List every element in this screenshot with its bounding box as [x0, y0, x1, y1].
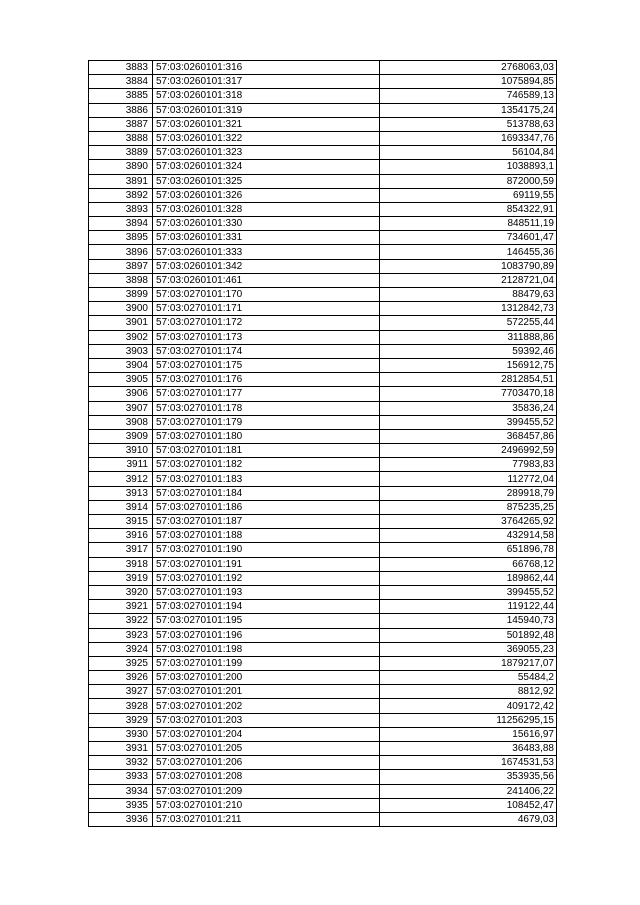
table-body — [89, 61, 557, 827]
table-row — [89, 316, 557, 330]
row-number: 3921 — [89, 600, 153, 614]
row-number: 3913 — [89, 486, 153, 500]
row-number: 3919 — [89, 571, 153, 585]
table-row — [89, 671, 557, 685]
cadastral-number: 57:03:0270101:202 — [153, 699, 380, 713]
cadastral-number: 57:03:0260101:318 — [153, 89, 380, 103]
row-number: 3889 — [89, 146, 153, 160]
cadastral-value: 2812854,51 — [380, 373, 557, 387]
cadastral-value: 55484,2 — [380, 671, 557, 685]
table-row — [89, 231, 557, 245]
cadastral-value: 875235,25 — [380, 500, 557, 514]
cadastral-number: 57:03:0270101:205 — [153, 742, 380, 756]
cadastral-value: 112772,04 — [380, 472, 557, 486]
cadastral-value: 311888,86 — [380, 330, 557, 344]
cadastral-value: 35836,24 — [380, 401, 557, 415]
cadastral-value: 59392,46 — [380, 344, 557, 358]
cadastral-value: 432914,58 — [380, 529, 557, 543]
row-number: 3904 — [89, 358, 153, 372]
cadastral-number: 57:03:0270101:208 — [153, 770, 380, 784]
row-number: 3900 — [89, 302, 153, 316]
cadastral-value: 146455,36 — [380, 245, 557, 259]
table-row — [89, 89, 557, 103]
table-row — [89, 472, 557, 486]
cadastral-number: 57:03:0270101:174 — [153, 344, 380, 358]
row-number: 3936 — [89, 812, 153, 826]
table-row — [89, 358, 557, 372]
row-number: 3925 — [89, 656, 153, 670]
table-row — [89, 387, 557, 401]
row-number: 3885 — [89, 89, 153, 103]
cadastral-value: 289918,79 — [380, 486, 557, 500]
table-row — [89, 742, 557, 756]
row-number: 3902 — [89, 330, 153, 344]
row-number: 3908 — [89, 415, 153, 429]
cadastral-value: 513788,63 — [380, 117, 557, 131]
row-number: 3932 — [89, 756, 153, 770]
table-row — [89, 515, 557, 529]
cadastral-value: 409172,42 — [380, 699, 557, 713]
table-row — [89, 344, 557, 358]
row-number: 3907 — [89, 401, 153, 415]
cadastral-number: 57:03:0270101:206 — [153, 756, 380, 770]
cadastral-value: 69119,55 — [380, 188, 557, 202]
row-number: 3896 — [89, 245, 153, 259]
cadastral-value: 1693347,76 — [380, 131, 557, 145]
cadastral-number: 57:03:0270101:192 — [153, 571, 380, 585]
table-row — [89, 401, 557, 415]
table-row — [89, 273, 557, 287]
cadastral-number: 57:03:0260101:324 — [153, 160, 380, 174]
cadastral-number: 57:03:0260101:328 — [153, 202, 380, 216]
row-number: 3923 — [89, 628, 153, 642]
table-row — [89, 75, 557, 89]
cadastral-value: 156912,75 — [380, 358, 557, 372]
cadastral-number: 57:03:0270101:170 — [153, 288, 380, 302]
table-row — [89, 202, 557, 216]
table-row — [89, 642, 557, 656]
table-row — [89, 160, 557, 174]
row-number: 3909 — [89, 429, 153, 443]
table-row — [89, 373, 557, 387]
cadastral-number: 57:03:0260101:321 — [153, 117, 380, 131]
row-number: 3887 — [89, 117, 153, 131]
row-number: 3886 — [89, 103, 153, 117]
table-row — [89, 713, 557, 727]
row-number: 3899 — [89, 288, 153, 302]
cadastral-number: 57:03:0270101:209 — [153, 784, 380, 798]
table-row — [89, 585, 557, 599]
row-number: 3929 — [89, 713, 153, 727]
cadastral-value: 848511,19 — [380, 217, 557, 231]
cadastral-number: 57:03:0260101:342 — [153, 259, 380, 273]
cadastral-value: 189862,44 — [380, 571, 557, 585]
table-row — [89, 486, 557, 500]
table-row — [89, 188, 557, 202]
cadastral-number: 57:03:0270101:201 — [153, 685, 380, 699]
row-number: 3920 — [89, 585, 153, 599]
cadastral-value: 145940,73 — [380, 614, 557, 628]
cadastral-number: 57:03:0260101:316 — [153, 61, 380, 75]
cadastral-value: 7703470,18 — [380, 387, 557, 401]
cadastral-value: 56104,84 — [380, 146, 557, 160]
cadastral-number: 57:03:0270101:184 — [153, 486, 380, 500]
cadastral-number: 57:03:0270101:195 — [153, 614, 380, 628]
row-number: 3924 — [89, 642, 153, 656]
cadastral-number: 57:03:0270101:198 — [153, 642, 380, 656]
cadastral-value: 2768063,03 — [380, 61, 557, 75]
cadastral-value: 501892,48 — [380, 628, 557, 642]
table-row — [89, 770, 557, 784]
row-number: 3931 — [89, 742, 153, 756]
table-row — [89, 543, 557, 557]
table-row — [89, 784, 557, 798]
cadastral-value: 8812,92 — [380, 685, 557, 699]
cadastral-number: 57:03:0260101:322 — [153, 131, 380, 145]
cadastral-value: 399455,52 — [380, 585, 557, 599]
cadastral-number: 57:03:0270101:179 — [153, 415, 380, 429]
cadastral-value: 4679,03 — [380, 812, 557, 826]
row-number: 3911 — [89, 458, 153, 472]
table-row — [89, 798, 557, 812]
row-number: 3914 — [89, 500, 153, 514]
row-number: 3916 — [89, 529, 153, 543]
cadastral-value: 1038893,1 — [380, 160, 557, 174]
row-number: 3901 — [89, 316, 153, 330]
cadastral-number: 57:03:0260101:331 — [153, 231, 380, 245]
row-number: 3888 — [89, 131, 153, 145]
row-number: 3884 — [89, 75, 153, 89]
row-number: 3906 — [89, 387, 153, 401]
table-row — [89, 131, 557, 145]
cadastral-number: 57:03:0270101:180 — [153, 429, 380, 443]
table-row — [89, 174, 557, 188]
cadastral-value: 241406,22 — [380, 784, 557, 798]
table-row — [89, 330, 557, 344]
cadastral-number: 57:03:0270101:172 — [153, 316, 380, 330]
row-number: 3892 — [89, 188, 153, 202]
table-row — [89, 685, 557, 699]
cadastral-value: 651896,78 — [380, 543, 557, 557]
cadastral-value: 66768,12 — [380, 557, 557, 571]
row-number: 3928 — [89, 699, 153, 713]
cadastral-number: 57:03:0270101:186 — [153, 500, 380, 514]
table-row — [89, 245, 557, 259]
table-row — [89, 812, 557, 826]
cadastral-number: 57:03:0260101:326 — [153, 188, 380, 202]
cadastral-number: 57:03:0270101:181 — [153, 444, 380, 458]
cadastral-value: 88479,63 — [380, 288, 557, 302]
cadastral-number: 57:03:0260101:317 — [153, 75, 380, 89]
table-row — [89, 61, 557, 75]
cadastral-value: 15616,97 — [380, 727, 557, 741]
cadastral-number: 57:03:0270101:188 — [153, 529, 380, 543]
cadastral-value: 369055,23 — [380, 642, 557, 656]
cadastral-value: 399455,52 — [380, 415, 557, 429]
table-row — [89, 529, 557, 543]
row-number: 3891 — [89, 174, 153, 188]
row-number: 3915 — [89, 515, 153, 529]
cadastral-value: 1083790,89 — [380, 259, 557, 273]
cadastral-number: 57:03:0270101:178 — [153, 401, 380, 415]
row-number: 3890 — [89, 160, 153, 174]
cadastral-value: 11256295,15 — [380, 713, 557, 727]
row-number: 3895 — [89, 231, 153, 245]
cadastral-number: 57:03:0270101:203 — [153, 713, 380, 727]
cadastral-number: 57:03:0260101:333 — [153, 245, 380, 259]
table-row — [89, 656, 557, 670]
cadastral-number: 57:03:0270101:176 — [153, 373, 380, 387]
cadastral-value: 1354175,24 — [380, 103, 557, 117]
cadastral-value: 2128721,04 — [380, 273, 557, 287]
cadastral-number: 57:03:0270101:199 — [153, 656, 380, 670]
table-row — [89, 557, 557, 571]
table-row — [89, 302, 557, 316]
cadastral-value: 353935,56 — [380, 770, 557, 784]
row-number: 3935 — [89, 798, 153, 812]
cadastral-number: 57:03:0270101:177 — [153, 387, 380, 401]
cadastral-number: 57:03:0260101:319 — [153, 103, 380, 117]
cadastral-number: 57:03:0270101:200 — [153, 671, 380, 685]
cadastral-value: 1075894,85 — [380, 75, 557, 89]
cadastral-number: 57:03:0270101:193 — [153, 585, 380, 599]
table-row — [89, 699, 557, 713]
row-number: 3933 — [89, 770, 153, 784]
cadastral-value: 368457,86 — [380, 429, 557, 443]
table-row — [89, 103, 557, 117]
cadastral-value: 1312842,73 — [380, 302, 557, 316]
table-row — [89, 614, 557, 628]
table-row — [89, 628, 557, 642]
table-row — [89, 444, 557, 458]
cadastral-number: 57:03:0260101:323 — [153, 146, 380, 160]
table-row — [89, 600, 557, 614]
cadastral-number: 57:03:0270101:182 — [153, 458, 380, 472]
cadastral-value: 36483,88 — [380, 742, 557, 756]
table-row — [89, 288, 557, 302]
table-row — [89, 217, 557, 231]
row-number: 3898 — [89, 273, 153, 287]
table-row — [89, 727, 557, 741]
cadastral-number: 57:03:0260101:461 — [153, 273, 380, 287]
table-row — [89, 117, 557, 131]
row-number: 3922 — [89, 614, 153, 628]
table-row — [89, 259, 557, 273]
row-number: 3894 — [89, 217, 153, 231]
cadastral-value: 108452,47 — [380, 798, 557, 812]
cadastral-number: 57:03:0270101:175 — [153, 358, 380, 372]
cadastral-value: 872000,59 — [380, 174, 557, 188]
row-number: 3883 — [89, 61, 153, 75]
cadastral-value: 119122,44 — [380, 600, 557, 614]
cadastral-number: 57:03:0270101:171 — [153, 302, 380, 316]
cadastral-number: 57:03:0270101:204 — [153, 727, 380, 741]
table-row — [89, 458, 557, 472]
cadastral-number: 57:03:0270101:210 — [153, 798, 380, 812]
row-number: 3926 — [89, 671, 153, 685]
row-number: 3930 — [89, 727, 153, 741]
cadastral-number: 57:03:0270101:183 — [153, 472, 380, 486]
cadastral-value: 2496992,59 — [380, 444, 557, 458]
cadastral-value: 572255,44 — [380, 316, 557, 330]
table-row — [89, 415, 557, 429]
cadastral-value: 854322,91 — [380, 202, 557, 216]
row-number: 3910 — [89, 444, 153, 458]
cadastral-value: 734601,47 — [380, 231, 557, 245]
row-number: 3918 — [89, 557, 153, 571]
row-number: 3927 — [89, 685, 153, 699]
table-row — [89, 500, 557, 514]
cadastral-value: 3764265,92 — [380, 515, 557, 529]
row-number: 3893 — [89, 202, 153, 216]
cadastral-number: 57:03:0260101:330 — [153, 217, 380, 231]
cadastral-number: 57:03:0270101:194 — [153, 600, 380, 614]
cadastral-number: 57:03:0270101:211 — [153, 812, 380, 826]
cadastral-number: 57:03:0270101:187 — [153, 515, 380, 529]
cadastral-value: 1879217,07 — [380, 656, 557, 670]
row-number: 3903 — [89, 344, 153, 358]
row-number: 3917 — [89, 543, 153, 557]
table-row — [89, 429, 557, 443]
table-row — [89, 571, 557, 585]
table-row — [89, 146, 557, 160]
cadastral-number: 57:03:0270101:191 — [153, 557, 380, 571]
cadastral-value-table — [88, 60, 557, 827]
cadastral-value: 1674531,53 — [380, 756, 557, 770]
cadastral-number: 57:03:0270101:190 — [153, 543, 380, 557]
cadastral-value: 746589,13 — [380, 89, 557, 103]
cadastral-value: 77983,83 — [380, 458, 557, 472]
row-number: 3897 — [89, 259, 153, 273]
table-row — [89, 756, 557, 770]
cadastral-number: 57:03:0270101:196 — [153, 628, 380, 642]
cadastral-number: 57:03:0260101:325 — [153, 174, 380, 188]
cadastral-number: 57:03:0270101:173 — [153, 330, 380, 344]
row-number: 3934 — [89, 784, 153, 798]
row-number: 3912 — [89, 472, 153, 486]
row-number: 3905 — [89, 373, 153, 387]
